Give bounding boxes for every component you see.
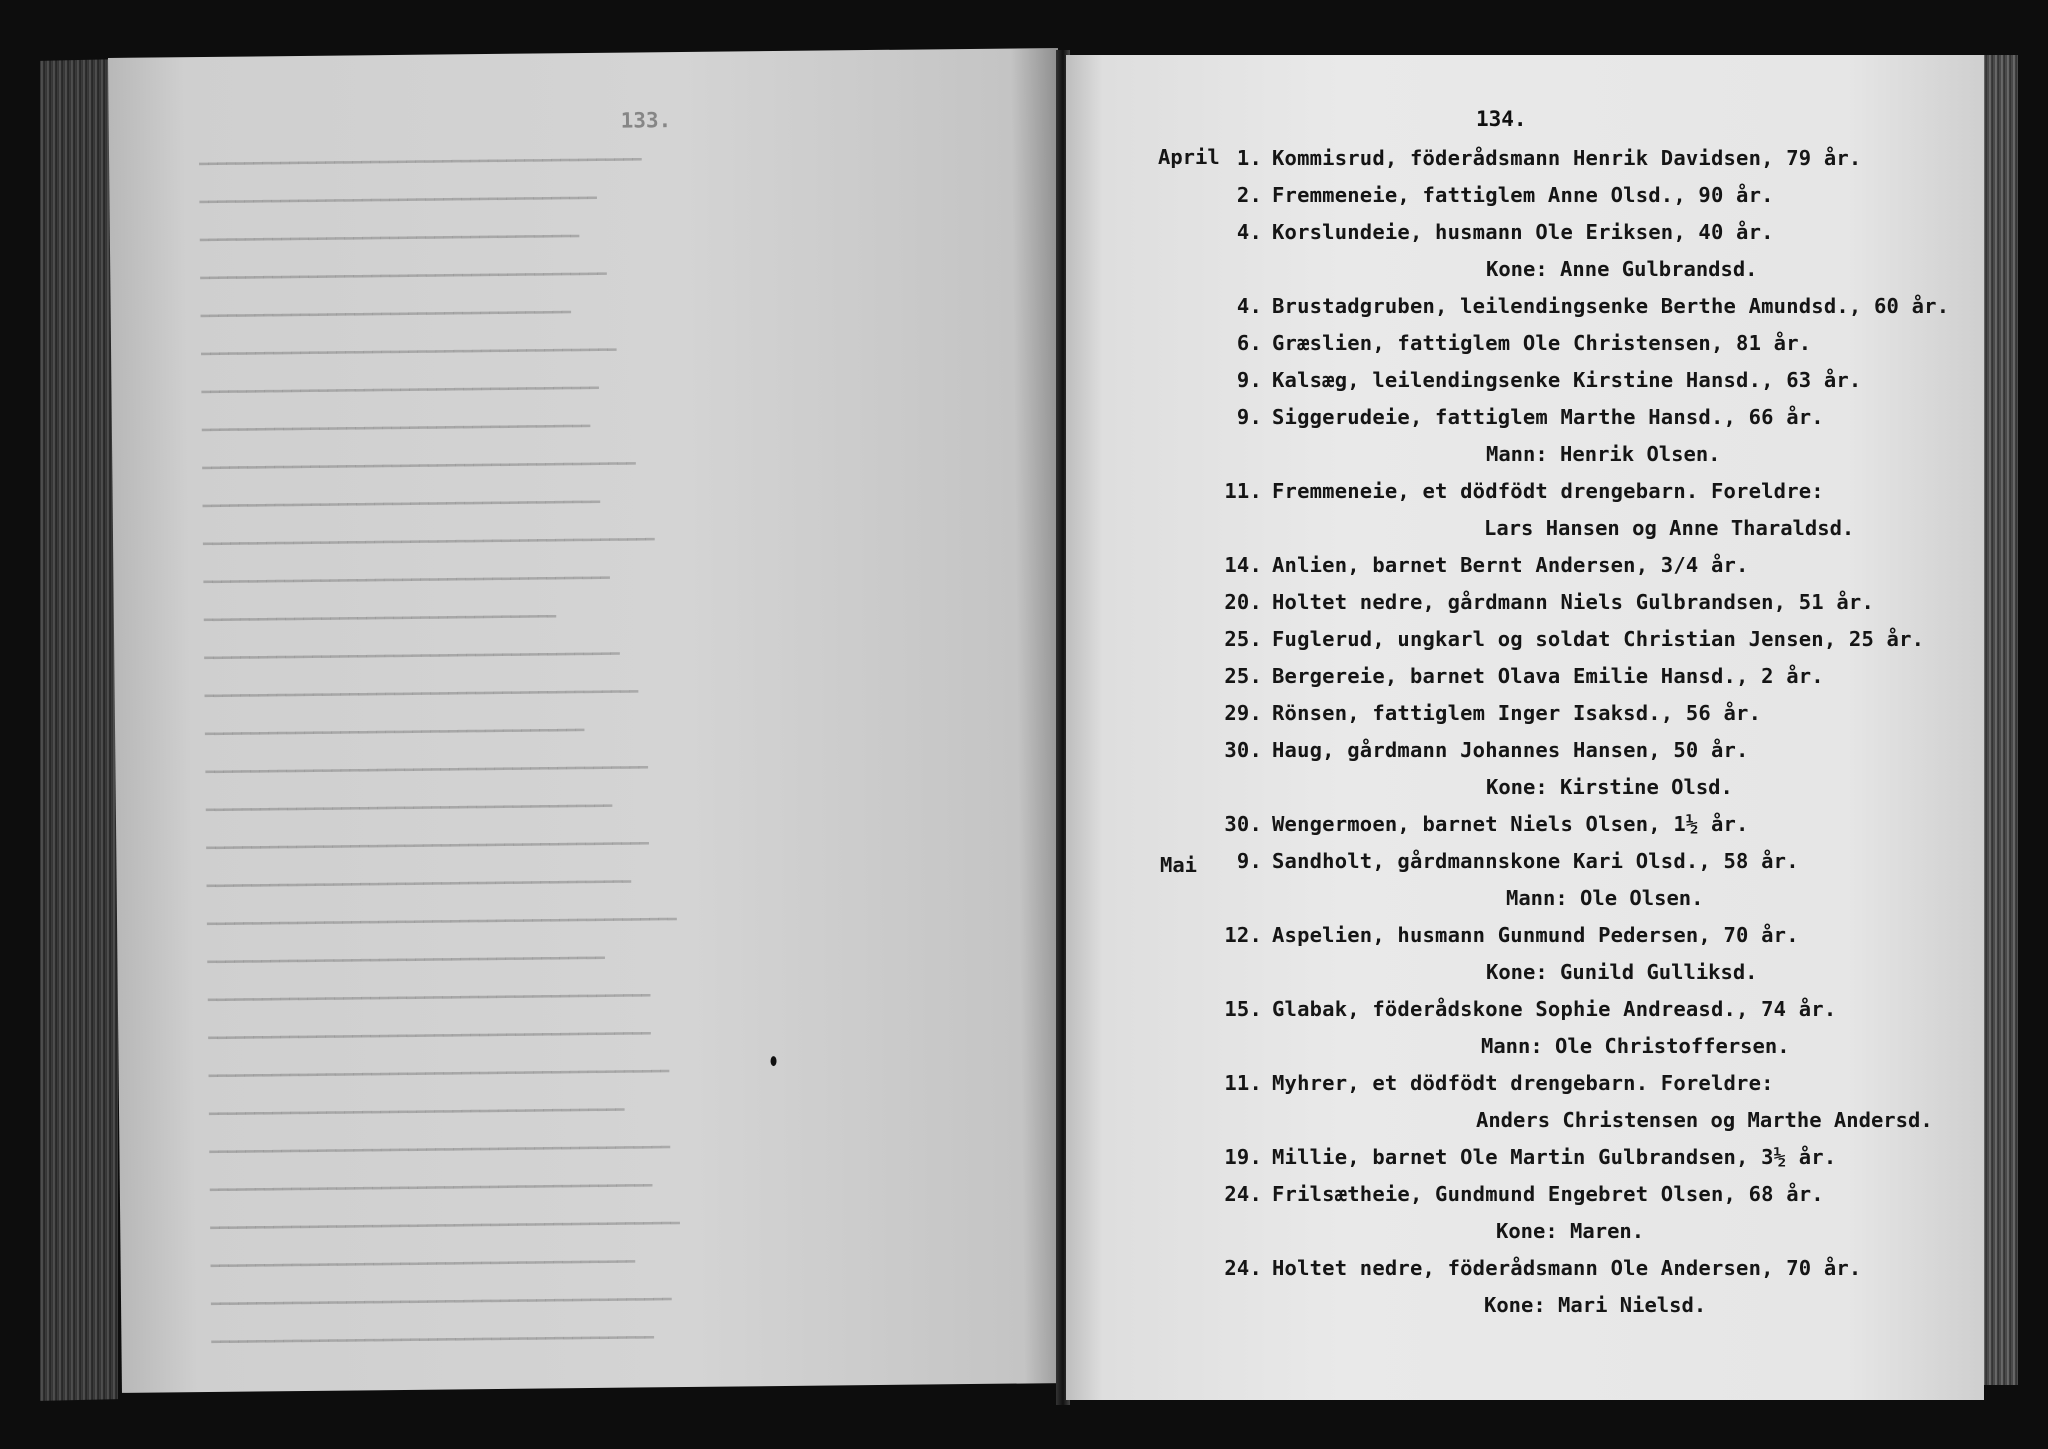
entry-day: 6. bbox=[1236, 331, 1262, 355]
entry-spouse-line: Kone: Gunild Gulliksd. bbox=[1486, 960, 1758, 984]
entry-day: 9. bbox=[1236, 368, 1262, 392]
register-entry bbox=[1216, 997, 1836, 1021]
entry-spouse-line: Kone: Kirstine Olsd. bbox=[1486, 775, 1733, 799]
entry-day: 19. bbox=[1224, 1145, 1262, 1169]
entry-text: Haug, gårdmann Johannes Hansen, 50 år. bbox=[1272, 738, 1749, 762]
ink-speck bbox=[770, 1056, 776, 1066]
entry-text: Fremmeneie, fattiglem Anne Olsd., 90 år. bbox=[1272, 183, 1774, 207]
entry-day: 4. bbox=[1236, 294, 1262, 318]
entry-text: Rönsen, fattiglem Inger Isaksd., 56 år. bbox=[1272, 701, 1762, 725]
entry-day: 30. bbox=[1224, 812, 1262, 836]
entry-text: Bergereie, barnet Olava Emilie Hansd., 2 år. bbox=[1272, 664, 1824, 688]
entry-spouse-line: Kone: Anne Gulbrandsd. bbox=[1486, 257, 1758, 281]
month-label-mai: Mai bbox=[1160, 853, 1198, 877]
register-entry bbox=[1216, 590, 1874, 614]
register-entry bbox=[1216, 664, 1824, 688]
register-entry bbox=[1216, 479, 1824, 503]
entry-text: Korslundeie, husmann Ole Eriksen, 40 år. bbox=[1272, 220, 1774, 244]
register-entry bbox=[1216, 1145, 1836, 1169]
register-entry bbox=[1216, 849, 1799, 873]
register-entry bbox=[1216, 553, 1749, 577]
register-entry bbox=[1216, 923, 1799, 947]
entry-text: Kalsæg, leilendingsenke Kirstine Hansd., 63 år. bbox=[1272, 368, 1862, 392]
entry-text: Holtet nedre, föderådsmann Ole Andersen, 70 år. bbox=[1272, 1256, 1862, 1280]
entry-text: Sandholt, gårdmannskone Kari Olsd., 58 år. bbox=[1272, 849, 1799, 873]
entry-day: 15. bbox=[1224, 997, 1262, 1021]
register-entry bbox=[1216, 331, 1811, 355]
entry-day: 4. bbox=[1236, 220, 1262, 244]
entry-text: Myhrer, et dödfödt drengebarn. Foreldre: bbox=[1272, 1071, 1774, 1095]
entry-text: Glabak, föderådskone Sophie Andreasd., 74 år. bbox=[1272, 997, 1837, 1021]
entry-spouse-line: Kone: Maren. bbox=[1496, 1219, 1645, 1243]
entry-day: 11. bbox=[1224, 479, 1262, 503]
entry-spouse-line: Mann: Ole Christoffersen. bbox=[1481, 1034, 1790, 1058]
left-page-number: 133. bbox=[620, 108, 672, 133]
entry-text: Wengermoen, barnet Niels Olsen, 1½ år. bbox=[1272, 812, 1749, 836]
right-page bbox=[1066, 55, 1984, 1400]
entry-day: 14. bbox=[1224, 553, 1262, 577]
entry-spouse-line: Mann: Ole Olsen. bbox=[1506, 886, 1704, 910]
entry-text: Kommisrud, föderådsmann Henrik Davidsen, 79 år. bbox=[1272, 146, 1862, 170]
register-entry bbox=[1216, 738, 1749, 762]
entry-text: Græslien, fattiglem Ole Christensen, 81 år. bbox=[1272, 331, 1812, 355]
left-page bbox=[108, 48, 1072, 1393]
entry-spouse-line: Mann: Henrik Olsen. bbox=[1486, 442, 1721, 466]
entry-day: 25. bbox=[1224, 627, 1262, 651]
entry-spouse-line: Anders Christensen og Marthe Andersd. bbox=[1476, 1108, 1933, 1132]
bleed-through-text: ━━━━━━━━━━━━━━━━━━━━━━━━━━━━━━━━━━━━━━━━━━━━━━━━━ ━━━━━━━━━━━━━━━━━━━━━━━━━━━━━━━━━━━━━━━━━━━━ ━━━━━━━━━━━━━━━━━━━━━━━━━━━━━━━━━━━━━━━━━━ ━━━━━━━━━━━━━━━━━━━━━━━━━━━━━━━━━━━━━━━━━━━━━ ━━━━━━━━━━━━━━━━━━━━━━━━━━━━━━━━━━━━━━━━━ ━━━━━━━━━━━━━━━━━━━━━━━━━━━━━━━━━━━━━━━━━━━━━━ ━━━━━━━━━━━━━━━━━━━━━━━━━━━━━━━━━━━━━━━━━━━━ ━━━━━━━━━━━━━━━━━━━━━━━━━━━━━━━━━━━━━━━━━━━ ━━━━━━━━━━━━━━━━━━━━━━━━━━━━━━━━━━━━━━━━━━━━━━━━ ━━━━━━━━━━━━━━━━━━━━━━━━━━━━━━━━━━━━━━━━━━━━ ━━━━━━━━━━━━━━━━━━━━━━━━━━━━━━━━━━━━━━━━━━━━━━━━━━ ━━━━━━━━━━━━━━━━━━━━━━━━━━━━━━━━━━━━━━━━━━━━━ ━━━━━━━━━━━━━━━━━━━━━━━━━━━━━━━━━━━━━━━ ━━━━━━━━━━━━━━━━━━━━━━━━━━━━━━━━━━━━━━━━━━━━━━ ━━━━━━━━━━━━━━━━━━━━━━━━━━━━━━━━━━━━━━━━━━━━━━━━ ━━━━━━━━━━━━━━━━━━━━━━━━━━━━━━━━━━━━━━━━━━ ━━━━━━━━━━━━━━━━━━━━━━━━━━━━━━━━━━━━━━━━━━━━━━━━━ ━━━━━━━━━━━━━━━━━━━━━━━━━━━━━━━━━━━━━━━━━━━━━ ━━━━━━━━━━━━━━━━━━━━━━━━━━━━━━━━━━━━━━━━━━━━━━━━━ ━━━━━━━━━━━━━━━━━━━━━━━━━━━━━━━━━━━━━━━━━━━━━━━ ━━━━━━━━━━━━━━━━━━━━━━━━━━━━━━━━━━━━━━━━━━━━━━━━━━━━ ━━━━━━━━━━━━━━━━━━━━━━━━━━━━━━━━━━━━━━━━━━━━ ━━━━━━━━━━━━━━━━━━━━━━━━━━━━━━━━━━━━━━━━━━━━━━━━━ ━━━━━━━━━━━━━━━━━━━━━━━━━━━━━━━━━━━━━━━━━━━━━━━━━ ━━━━━━━━━━━━━━━━━━━━━━━━━━━━━━━━━━━━━━━━━━━━━━━━━━━ ━━━━━━━━━━━━━━━━━━━━━━━━━━━━━━━━━━━━━━━━━━━━━━ ━━━━━━━━━━━━━━━━━━━━━━━━━━━━━━━━━━━━━━━━━━━━━━━━━━━ ━━━━━━━━━━━━━━━━━━━━━━━━━━━━━━━━━━━━━━━━━━━━━━━━━ ━━━━━━━━━━━━━━━━━━━━━━━━━━━━━━━━━━━━━━━━━━━━━━━━━━━━ ━━━━━━━━━━━━━━━━━━━━━━━━━━━━━━━━━━━━━━━━━━━━━━━ ━━━━━━━━━━━━━━━━━━━━━━━━━━━━━━━━━━━━━━━━━━━━━━━━━━━ ━━━━━━━━━━━━━━━━━━━━━━━━━━━━━━━━━━━━━━━━━━━━━━━━━ bbox=[199, 150, 680, 1351]
entry-day: 12. bbox=[1224, 923, 1262, 947]
entry-day: 25. bbox=[1224, 664, 1262, 688]
entry-text: Holtet nedre, gårdmann Niels Gulbrandsen, 51 år. bbox=[1272, 590, 1875, 614]
entry-spouse-line: Kone: Mari Nielsd. bbox=[1484, 1293, 1707, 1317]
right-page-number: 134. bbox=[1476, 107, 1527, 131]
register-entry bbox=[1216, 294, 1949, 318]
entry-text: Anlien, barnet Bernt Andersen, 3/4 år. bbox=[1272, 553, 1749, 577]
entry-day: 20. bbox=[1224, 590, 1262, 614]
register-entry bbox=[1216, 1256, 1861, 1280]
register-entry bbox=[1216, 1182, 1824, 1206]
entry-text: Millie, barnet Ole Martin Gulbrandsen, 3½ år. bbox=[1272, 1145, 1837, 1169]
entry-day: 9. bbox=[1236, 849, 1262, 873]
entry-day: 24. bbox=[1224, 1256, 1262, 1280]
register-entry bbox=[1216, 1071, 1774, 1095]
entry-day: 9. bbox=[1236, 405, 1262, 429]
register-entry bbox=[1216, 627, 1924, 651]
entry-text: Aspelien, husmann Gunmund Pedersen, 70 år. bbox=[1272, 923, 1799, 947]
register-entry bbox=[1216, 368, 1861, 392]
entry-day: 24. bbox=[1224, 1182, 1262, 1206]
register-entry bbox=[1216, 220, 1774, 244]
entry-spouse-line: Lars Hansen og Anne Tharaldsd. bbox=[1484, 516, 1855, 540]
register-entry bbox=[1216, 183, 1774, 207]
entry-day: 29. bbox=[1224, 701, 1262, 725]
register-entry bbox=[1216, 405, 1824, 429]
entry-text: Siggerudeie, fattiglem Marthe Hansd., 66 år. bbox=[1272, 405, 1824, 429]
register-entry bbox=[1216, 146, 1861, 170]
register-entry bbox=[1216, 701, 1761, 725]
entry-day: 2. bbox=[1236, 183, 1262, 207]
month-label-april: April bbox=[1158, 145, 1220, 169]
entry-text: Fuglerud, ungkarl og soldat Christian Jensen, 25 år. bbox=[1272, 627, 1925, 651]
entry-day: 1. bbox=[1236, 146, 1262, 170]
entry-day: 11. bbox=[1224, 1071, 1262, 1095]
left-page-edges bbox=[40, 59, 118, 1401]
entry-text: Brustadgruben, leilendingsenke Berthe Amundsd., 60 år. bbox=[1272, 294, 1950, 318]
entry-text: Frilsætheie, Gundmund Engebret Olsen, 68 år. bbox=[1272, 1182, 1824, 1206]
entry-day: 30. bbox=[1224, 738, 1262, 762]
entry-text: Fremmeneie, et dödfödt drengebarn. Foreldre: bbox=[1272, 479, 1824, 503]
register-entry bbox=[1216, 812, 1749, 836]
